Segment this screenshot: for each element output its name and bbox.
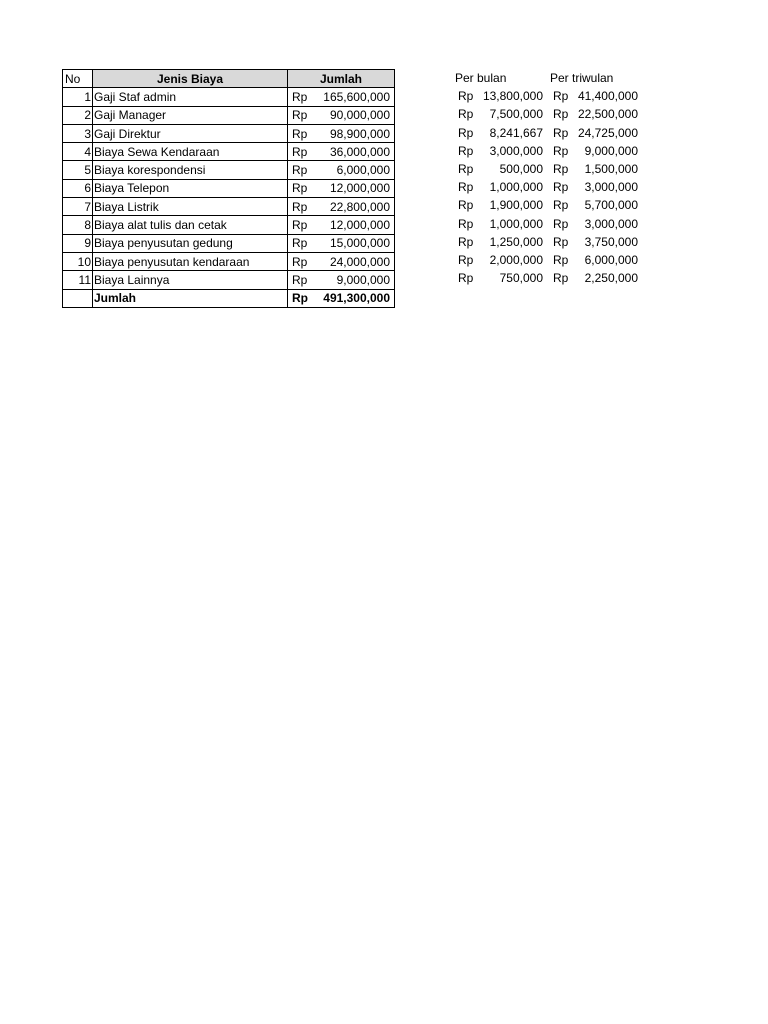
cost-table-body <box>63 88 395 308</box>
row-amount-value <box>292 235 390 251</box>
total-row <box>63 289 395 307</box>
cost-type: Gaji Manager <box>93 106 288 124</box>
row-amount <box>288 216 395 234</box>
amount-value: 750,000 <box>499 271 543 286</box>
per-bulan-amount <box>452 269 547 287</box>
amount-value: 13,800,000 <box>482 89 543 104</box>
row-number: 3 <box>63 124 93 142</box>
row-amount <box>288 234 395 252</box>
header-jenis-biaya: Jenis Biaya <box>93 70 288 88</box>
per-bulan-amount <box>452 124 547 142</box>
amount-value: 165,600,000 <box>323 89 390 104</box>
per-triwulan-amount <box>547 269 642 287</box>
cost-type: Biaya alat tulis dan cetak <box>93 216 288 234</box>
per-triwulan-amount-value <box>547 270 642 286</box>
amount-value: 7,500,000 <box>489 107 543 122</box>
row-number: 6 <box>63 179 93 197</box>
period-row <box>452 269 642 287</box>
currency-label: Rp <box>458 216 474 231</box>
currency-label: Rp <box>292 236 308 251</box>
table-row <box>63 234 395 252</box>
currency-label: Rp <box>553 180 569 195</box>
per-triwulan-amount-value <box>547 106 642 122</box>
amount-value: 2,000,000 <box>489 252 543 267</box>
table-row <box>63 88 395 106</box>
per-triwulan-amount-value <box>547 125 642 141</box>
cost-type: Biaya Lainnya <box>93 271 288 289</box>
row-amount <box>288 198 395 216</box>
cost-table <box>62 69 395 308</box>
per-triwulan-amount-value <box>547 88 642 104</box>
currency-label: Rp <box>553 271 569 286</box>
period-row <box>452 160 642 178</box>
row-amount <box>288 271 395 289</box>
period-row <box>452 215 642 233</box>
currency-label: Rp <box>458 198 474 213</box>
per-triwulan-amount <box>547 178 642 196</box>
amount-value: 6,000,000 <box>584 252 638 267</box>
row-number: 7 <box>63 198 93 216</box>
per-bulan-amount <box>452 105 547 123</box>
period-row <box>452 105 642 123</box>
cost-type: Biaya Listrik <box>93 198 288 216</box>
currency-label: Rp <box>458 180 474 195</box>
currency-label: Rp <box>292 199 308 214</box>
row-amount <box>288 252 395 270</box>
amount-value: 15,000,000 <box>329 236 390 251</box>
amount-value: 3,000,000 <box>584 180 638 195</box>
per-bulan-amount <box>452 196 547 214</box>
per-bulan-amount <box>452 178 547 196</box>
amount-value: 491,300,000 <box>323 291 390 306</box>
amount-value: 1,500,000 <box>584 162 638 177</box>
total-label: Jumlah <box>93 289 288 307</box>
row-amount <box>288 88 395 106</box>
row-amount <box>288 179 395 197</box>
period-row <box>452 178 642 196</box>
currency-label: Rp <box>458 143 474 158</box>
total-amount <box>288 289 395 307</box>
currency-label: Rp <box>458 89 474 104</box>
currency-label: Rp <box>553 234 569 249</box>
currency-label: Rp <box>553 198 569 213</box>
currency-label: Rp <box>458 234 474 249</box>
period-row <box>452 196 642 214</box>
header-no: No <box>63 70 93 88</box>
per-bulan-amount-value <box>452 106 547 122</box>
currency-label: Rp <box>292 108 308 123</box>
header-per-bulan: Per bulan <box>455 71 507 86</box>
amount-value: 12,000,000 <box>329 218 390 233</box>
currency-label: Rp <box>553 162 569 177</box>
currency-label: Rp <box>553 89 569 104</box>
amount-value: 3,000,000 <box>584 216 638 231</box>
amount-value: 8,241,667 <box>489 125 543 140</box>
per-bulan-amount-value <box>452 125 547 141</box>
period-table-header-row <box>452 69 642 87</box>
amount-value: 36,000,000 <box>329 144 390 159</box>
amount-value: 9,000,000 <box>584 143 638 158</box>
per-triwulan-amount <box>547 233 642 251</box>
table-row <box>63 106 395 124</box>
period-table <box>452 69 642 287</box>
cost-type: Biaya penyusutan gedung <box>93 234 288 252</box>
currency-label: Rp <box>458 271 474 286</box>
row-amount-value <box>292 217 390 233</box>
amount-value: 90,000,000 <box>329 108 390 123</box>
currency-label: Rp <box>553 216 569 231</box>
row-amount <box>288 143 395 161</box>
period-row <box>452 233 642 251</box>
amount-value: 5,700,000 <box>584 198 638 213</box>
amount-value: 1,900,000 <box>489 198 543 213</box>
per-bulan-amount-value <box>452 270 547 286</box>
row-number: 2 <box>63 106 93 124</box>
row-number: 4 <box>63 143 93 161</box>
row-amount <box>288 124 395 142</box>
table-row <box>63 124 395 142</box>
amount-value: 98,900,000 <box>329 126 390 141</box>
cost-type: Biaya penyusutan kendaraan <box>93 252 288 270</box>
currency-label: Rp <box>292 163 308 178</box>
total-number-cell <box>63 289 93 307</box>
currency-label: Rp <box>458 162 474 177</box>
table-row <box>63 143 395 161</box>
table-row <box>63 161 395 179</box>
amount-value: 1,250,000 <box>489 234 543 249</box>
row-number: 10 <box>63 252 93 270</box>
currency-label: Rp <box>292 181 308 196</box>
period-row <box>452 124 642 142</box>
row-amount-value <box>292 107 390 123</box>
amount-value: 22,500,000 <box>577 107 638 122</box>
amount-value: 1,000,000 <box>489 180 543 195</box>
row-amount-value <box>292 144 390 160</box>
currency-label: Rp <box>458 107 474 122</box>
per-triwulan-amount-value <box>547 161 642 177</box>
per-bulan-amount-value <box>452 88 547 104</box>
per-triwulan-amount <box>547 124 642 142</box>
row-number: 1 <box>63 88 93 106</box>
per-triwulan-amount-value <box>547 197 642 213</box>
per-bulan-amount-value <box>452 197 547 213</box>
amount-value: 41,400,000 <box>577 89 638 104</box>
amount-value: 22,800,000 <box>329 199 390 214</box>
row-amount-value <box>292 162 390 178</box>
header-jumlah: Jumlah <box>288 70 395 88</box>
currency-label: Rp <box>292 254 308 269</box>
per-bulan-amount-value <box>452 143 547 159</box>
amount-value: 3,750,000 <box>584 234 638 249</box>
row-amount-value <box>292 199 390 215</box>
currency-label: Rp <box>292 144 308 159</box>
amount-value: 2,250,000 <box>584 271 638 286</box>
currency-label: Rp <box>458 125 474 140</box>
currency-label: Rp <box>553 125 569 140</box>
per-bulan-amount <box>452 142 547 160</box>
currency-label: Rp <box>292 89 308 104</box>
period-row <box>452 142 642 160</box>
header-per-triwulan: Per triwulan <box>550 71 614 86</box>
cost-type: Gaji Staf admin <box>93 88 288 106</box>
per-bulan-amount-value <box>452 216 547 232</box>
per-triwulan-amount-value <box>547 216 642 232</box>
row-number: 11 <box>63 271 93 289</box>
cost-type: Biaya Sewa Kendaraan <box>93 143 288 161</box>
currency-label: Rp <box>458 252 474 267</box>
per-triwulan-amount <box>547 196 642 214</box>
row-amount-value <box>292 180 390 196</box>
amount-value: 500,000 <box>499 162 543 177</box>
amount-value: 1,000,000 <box>489 216 543 231</box>
period-row <box>452 251 642 269</box>
amount-value: 9,000,000 <box>336 272 390 287</box>
currency-label: Rp <box>553 252 569 267</box>
per-triwulan-amount <box>547 87 642 105</box>
period-row <box>452 87 642 105</box>
table-row <box>63 179 395 197</box>
per-bulan-amount-value <box>452 161 547 177</box>
table-row <box>63 216 395 234</box>
currency-label: Rp <box>292 218 308 233</box>
period-table-body <box>452 87 642 287</box>
amount-value: 3,000,000 <box>489 143 543 158</box>
per-triwulan-amount <box>547 215 642 233</box>
row-number: 9 <box>63 234 93 252</box>
row-amount-value <box>292 272 390 288</box>
cost-type: Biaya korespondensi <box>93 161 288 179</box>
currency-label: Rp <box>292 126 308 141</box>
row-amount-value <box>292 254 390 270</box>
row-amount <box>288 106 395 124</box>
per-bulan-amount-value <box>452 252 547 268</box>
per-bulan-amount-value <box>452 179 547 195</box>
currency-label: Rp <box>292 291 308 306</box>
amount-value: 6,000,000 <box>336 163 390 178</box>
per-bulan-amount <box>452 160 547 178</box>
amount-value: 24,000,000 <box>329 254 390 269</box>
currency-label: Rp <box>292 272 308 287</box>
table-row <box>63 252 395 270</box>
row-number: 5 <box>63 161 93 179</box>
table-row <box>63 271 395 289</box>
row-amount-value <box>292 89 390 105</box>
row-number: 8 <box>63 216 93 234</box>
per-bulan-amount-value <box>452 234 547 250</box>
per-triwulan-amount <box>547 142 642 160</box>
per-triwulan-amount-value <box>547 234 642 250</box>
per-triwulan-amount <box>547 251 642 269</box>
per-triwulan-amount <box>547 160 642 178</box>
row-amount-value <box>292 126 390 142</box>
amount-value: 12,000,000 <box>329 181 390 196</box>
total-amount-value <box>292 290 390 306</box>
amount-value: 24,725,000 <box>577 125 638 140</box>
per-triwulan-amount-value <box>547 252 642 268</box>
per-bulan-amount <box>452 233 547 251</box>
per-triwulan-amount-value <box>547 143 642 159</box>
cost-table-header-row <box>63 70 395 88</box>
per-bulan-amount <box>452 87 547 105</box>
currency-label: Rp <box>553 143 569 158</box>
cost-type: Gaji Direktur <box>93 124 288 142</box>
cost-type: Biaya Telepon <box>93 179 288 197</box>
per-triwulan-amount-value <box>547 179 642 195</box>
per-bulan-amount <box>452 215 547 233</box>
per-bulan-amount <box>452 251 547 269</box>
row-amount <box>288 161 395 179</box>
per-triwulan-amount <box>547 105 642 123</box>
currency-label: Rp <box>553 107 569 122</box>
table-row <box>63 198 395 216</box>
